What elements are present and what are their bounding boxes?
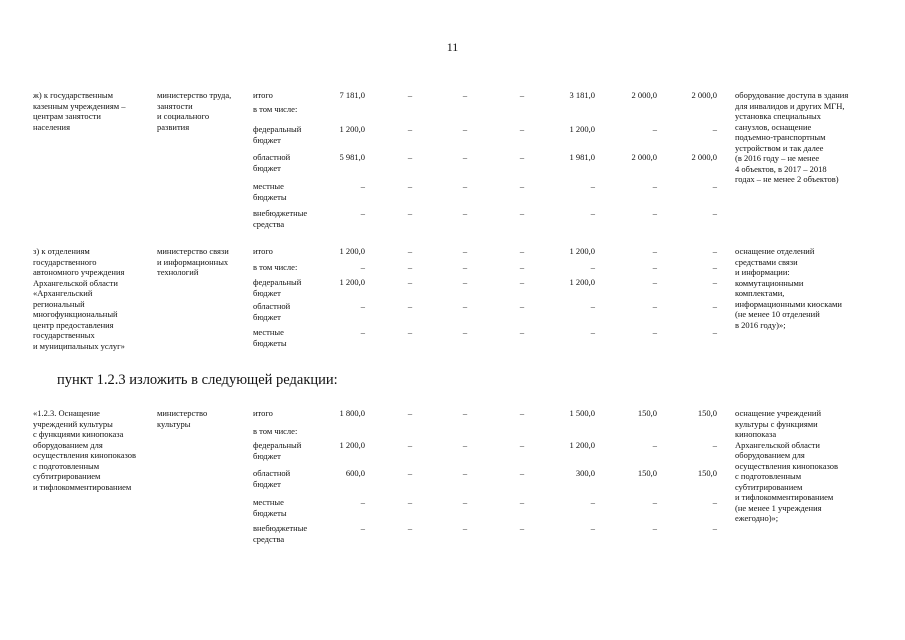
amount-cell: 1 500,0 — [569, 408, 595, 418]
amount-cell: 2 000,0 — [691, 152, 717, 162]
funding-source-label: бюджет — [253, 134, 281, 145]
measure-name-line: государственного — [33, 256, 97, 267]
amount-cell: – — [407, 327, 413, 337]
measure-name-line: оборудованием для — [33, 439, 103, 450]
amount-cell: 150,0 — [637, 468, 657, 478]
measure-name-line: «Архангельский — [33, 288, 93, 298]
amount-cell: – — [407, 468, 413, 478]
measure-name-line: с функциями кинопоказа — [33, 429, 124, 439]
amount-cell: – — [462, 327, 468, 337]
amount-cell: 3 181,0 — [569, 90, 595, 100]
result-line: и информации: — [735, 267, 790, 277]
result-line: оборудованием для — [735, 450, 805, 460]
amount-cell: 2 000,0 — [691, 90, 717, 100]
amount-cell: 300,0 — [575, 468, 595, 478]
executor-line: министерство связи — [157, 246, 229, 256]
amount-cell: – — [519, 440, 525, 450]
amount-cell: 1 200,0 — [569, 277, 595, 287]
result-line: (не менее 1 учреждения — [735, 502, 822, 513]
result-line: осуществления кинопоказов — [735, 460, 839, 471]
amount-cell: 150,0 — [637, 408, 657, 418]
amount-cell: – — [652, 497, 657, 507]
measure-name-line: и муниципальных услуг» — [33, 340, 125, 351]
amount-cell: – — [519, 124, 525, 134]
funding-source-label: областной — [253, 468, 291, 478]
funding-source-label: в том числе: — [253, 426, 298, 436]
amount-cell: – — [590, 181, 595, 191]
result-line: 4 объектов, в 2017 – 2018 — [735, 163, 827, 174]
result-line: комплектами, — [735, 288, 785, 298]
amount-cell: – — [519, 152, 525, 162]
executor-line: министерство труда, — [157, 90, 232, 100]
funding-source-label: в том числе: — [253, 104, 298, 114]
result-line: (в 2016 году – не менее — [735, 153, 820, 163]
amount-cell: – — [407, 262, 413, 272]
funding-source-label: внебюджетные — [253, 208, 308, 218]
measure-name-line: з) к отделениям — [33, 246, 90, 256]
amount-cell: – — [519, 408, 525, 418]
executor-line: культуры — [157, 418, 191, 429]
funding-source-label: местные — [253, 497, 284, 507]
amount-cell: – — [407, 181, 413, 191]
measure-name-line: автономного учреждения — [33, 267, 125, 277]
result-line: санузлов, оснащение — [735, 121, 812, 132]
amount-cell: – — [462, 277, 468, 287]
funding-source-label: местные — [253, 181, 284, 191]
result-line: субтитрированием — [735, 481, 803, 492]
amount-cell: 2 000,0 — [631, 152, 657, 162]
amount-cell: – — [519, 181, 525, 191]
result-line: оборудование доступа в здания — [735, 90, 849, 100]
measure-name-line: населения — [33, 121, 70, 132]
measure-name-line: казенным учреждениям – — [33, 100, 126, 111]
amount-cell: – — [712, 124, 717, 134]
amount-cell: – — [407, 277, 413, 287]
amount-cell: 1 200,0 — [569, 124, 595, 134]
amount-cell: – — [360, 262, 365, 272]
amount-cell: – — [360, 181, 365, 191]
result-line: для инвалидов и других МГН, — [735, 100, 845, 111]
amount-cell: – — [407, 152, 413, 162]
amount-cell: – — [462, 523, 468, 533]
amount-cell: 600,0 — [345, 468, 365, 478]
executor-line: и информационных — [157, 256, 229, 267]
funding-source-label: итого — [253, 408, 273, 418]
amount-cell: – — [462, 440, 468, 450]
funding-source-label: бюджет — [253, 162, 281, 173]
amount-cell: 1 800,0 — [339, 408, 365, 418]
amount-cell: – — [462, 208, 468, 218]
page-number: 11 — [446, 40, 459, 54]
amount-cell: – — [519, 90, 525, 100]
amount-cell: – — [407, 208, 413, 218]
amount-cell: 1 200,0 — [569, 246, 595, 256]
amount-cell: – — [712, 277, 717, 287]
executor-line: министерство — [157, 408, 208, 418]
amount-cell: – — [590, 262, 595, 272]
result-line: оснащение отделений — [735, 246, 815, 256]
amount-cell: 1 200,0 — [339, 440, 365, 450]
amount-cell: 1 200,0 — [339, 124, 365, 134]
result-line: информационными киосками — [735, 298, 842, 309]
amount-cell: – — [519, 523, 525, 533]
executor-line: технологий — [157, 267, 199, 277]
result-line: и тифлокомментированием — [735, 492, 834, 502]
amount-cell: 1 200,0 — [339, 277, 365, 287]
amount-cell: – — [462, 497, 468, 507]
measure-name-line: и тифлокомментированием — [33, 481, 132, 492]
funding-source-label: средства — [253, 533, 285, 544]
amount-cell: – — [462, 181, 468, 191]
funding-source-label: бюджет — [253, 478, 281, 489]
result-line: устройством и так далее — [735, 142, 824, 153]
amount-cell: – — [519, 262, 525, 272]
measure-name-line: многофункциональный — [33, 309, 118, 319]
measure-name-line: с подготовленным — [33, 460, 100, 471]
result-line: средствами связи — [735, 256, 798, 267]
funding-source-label: внебюджетные — [253, 523, 308, 533]
amount-cell: – — [519, 301, 525, 311]
result-line: ежегодно)»; — [735, 513, 779, 523]
funding-source-label: федеральный — [253, 440, 302, 450]
measure-name-line: «1.2.3. Оснащение — [33, 408, 100, 418]
amount-cell: – — [462, 246, 468, 256]
amount-cell: – — [519, 468, 525, 478]
amount-cell: – — [360, 327, 365, 337]
amount-cell: – — [407, 497, 413, 507]
funding-source-label: бюджеты — [253, 337, 287, 348]
result-line: годах – не менее 2 объектов) — [735, 174, 839, 184]
amount-cell: – — [712, 208, 717, 218]
executor-line: и социального — [157, 111, 210, 121]
result-line: (не менее 10 отделений — [735, 309, 820, 319]
amount-cell: – — [519, 246, 525, 256]
amount-cell: 1 981,0 — [569, 152, 595, 162]
amount-cell: 5 981,0 — [339, 152, 365, 162]
amount-cell: – — [712, 181, 717, 191]
amount-cell: – — [462, 124, 468, 134]
executor-line: развития — [157, 121, 190, 132]
measure-name-line: Архангельской области — [33, 277, 118, 288]
amount-cell: 2 000,0 — [631, 90, 657, 100]
funding-source-label: областной — [253, 152, 291, 162]
funding-source-label: местные — [253, 327, 284, 337]
amount-cell: – — [590, 327, 595, 337]
amount-cell: – — [519, 327, 525, 337]
amount-cell: – — [652, 208, 657, 218]
executor-line: занятости — [157, 100, 193, 111]
amount-cell: – — [360, 523, 365, 533]
measure-name-line: ж) к государственным — [33, 90, 113, 100]
amount-cell: – — [407, 440, 413, 450]
funding-source-label: бюджеты — [253, 507, 287, 518]
result-line: в 2016 году)»; — [735, 319, 786, 330]
measure-name-line: центр предоставления — [33, 319, 114, 330]
amount-cell: – — [462, 408, 468, 418]
result-line: оснащение учреждений — [735, 408, 822, 418]
result-line: культуры с функциями — [735, 418, 818, 429]
amount-cell: – — [462, 301, 468, 311]
funding-source-label: итого — [253, 90, 273, 100]
result-line: установка специальных — [735, 111, 821, 121]
amount-cell: – — [462, 468, 468, 478]
result-line: с подготовленным — [735, 471, 802, 481]
funding-source-label: в том числе: — [253, 262, 298, 272]
funding-source-label: бюджет — [253, 311, 281, 322]
amount-cell: – — [590, 523, 595, 533]
amount-cell: – — [519, 208, 525, 218]
amount-cell: – — [407, 408, 413, 418]
result-line: Архангельской области — [735, 439, 820, 450]
funding-source-label: бюджеты — [253, 191, 287, 202]
measure-name-line: государственных — [33, 330, 95, 340]
amount-cell: – — [652, 523, 657, 533]
amount-cell: – — [652, 262, 657, 272]
amount-cell: 1 200,0 — [569, 440, 595, 450]
amount-cell: – — [519, 277, 525, 287]
amount-cell: – — [652, 440, 657, 450]
amount-cell: – — [462, 152, 468, 162]
funding-source-label: областной — [253, 301, 291, 311]
amount-cell: – — [407, 246, 413, 256]
amount-cell: – — [652, 327, 657, 337]
amount-cell: – — [407, 301, 413, 311]
amount-cell: – — [652, 246, 657, 256]
funding-source-label: итого — [253, 246, 273, 256]
amount-cell: – — [712, 440, 717, 450]
amount-cell: – — [712, 523, 717, 533]
amount-cell: – — [462, 90, 468, 100]
amount-cell: – — [590, 301, 595, 311]
funding-source-label: бюджет — [253, 450, 281, 461]
amount-cell: – — [590, 497, 595, 507]
measure-name-line: субтитрированием — [33, 471, 101, 481]
funding-source-label: федеральный — [253, 124, 302, 134]
section-heading: пункт 1.2.3 изложить в следующей редакции: — [57, 372, 338, 388]
result-line: коммутационными — [735, 277, 804, 288]
amount-cell: – — [712, 327, 717, 337]
amount-cell: 150,0 — [697, 408, 717, 418]
amount-cell: – — [712, 497, 717, 507]
result-line: кинопоказа — [735, 429, 777, 439]
amount-cell: – — [360, 208, 365, 218]
funding-source-label: бюджет — [253, 287, 281, 298]
measure-name-line: осуществления кинопоказов — [33, 450, 137, 460]
measure-name-line: региональный — [33, 298, 85, 309]
amount-cell: – — [652, 277, 657, 287]
measure-name-line: учреждений культуры — [33, 418, 113, 429]
amount-cell: 150,0 — [697, 468, 717, 478]
amount-cell: 1 200,0 — [339, 246, 365, 256]
measure-name-line: центрам занятости — [33, 111, 101, 121]
amount-cell: – — [712, 262, 717, 272]
amount-cell: – — [407, 124, 413, 134]
amount-cell: 7 181,0 — [339, 90, 365, 100]
amount-cell: – — [652, 181, 657, 191]
amount-cell: – — [360, 301, 365, 311]
amount-cell: – — [360, 497, 365, 507]
funding-source-label: федеральный — [253, 277, 302, 287]
funding-source-label: средства — [253, 218, 285, 229]
result-line: подъемно-транспортным — [735, 132, 826, 142]
amount-cell: – — [407, 90, 413, 100]
amount-cell: – — [462, 262, 468, 272]
amount-cell: – — [519, 497, 525, 507]
amount-cell: – — [407, 523, 413, 533]
amount-cell: – — [590, 208, 595, 218]
amount-cell: – — [712, 301, 717, 311]
amount-cell: – — [652, 301, 657, 311]
amount-cell: – — [712, 246, 717, 256]
amount-cell: – — [652, 124, 657, 134]
